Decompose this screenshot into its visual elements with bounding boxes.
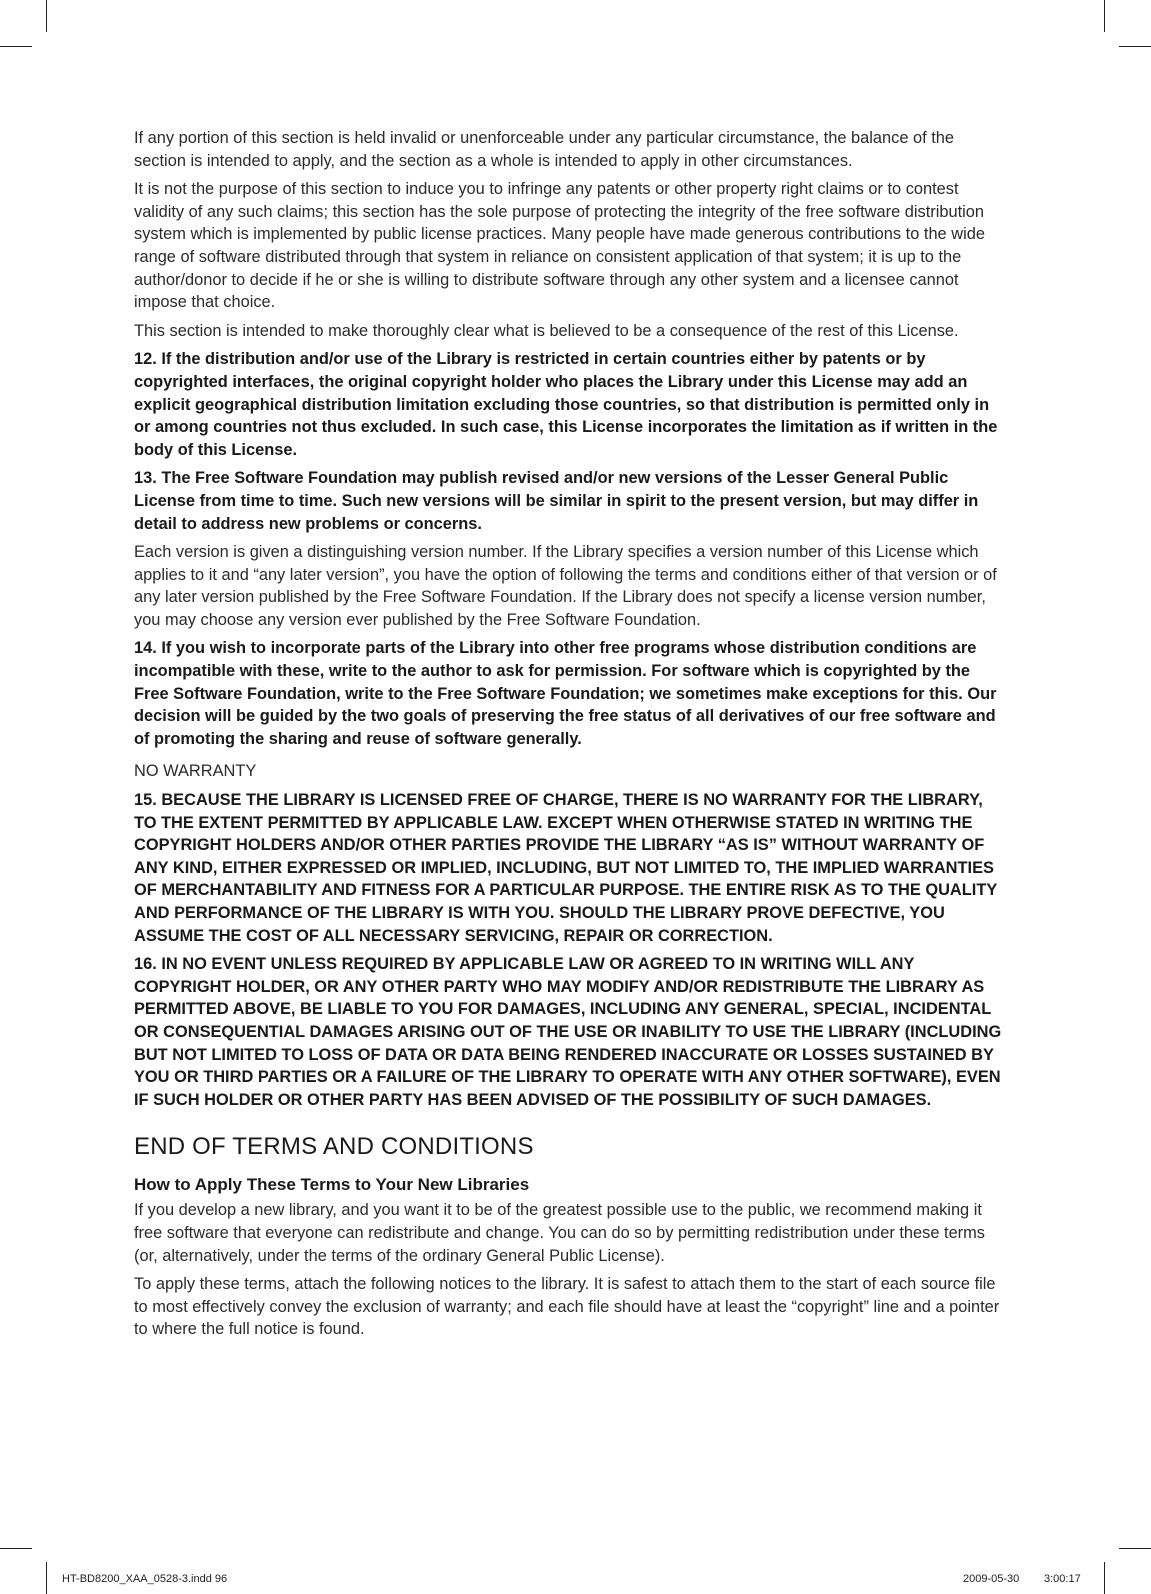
crop-mark bbox=[1104, 0, 1105, 32]
paragraph-severability: If any portion of this section is held invalid or unenforceable under any particular circumstance, the balance of the section is intended to apply, and the section as a whole is intended to apply in other circumstances. bbox=[134, 129, 955, 170]
end-heading: END OF TERMS AND CONDITIONS bbox=[134, 1133, 534, 1161]
crop-mark bbox=[0, 1548, 32, 1549]
crop-mark bbox=[1119, 46, 1151, 47]
footer-filename: HT-BD8200_XAA_0528-3.indd 96 bbox=[62, 1573, 228, 1585]
footer-date: 2009-05-30 bbox=[963, 1573, 1020, 1585]
how-to-heading: How to Apply These Terms to Your New Libraries bbox=[134, 1175, 530, 1195]
clause-16: 16. IN NO EVENT UNLESS REQUIRED BY APPLICABLE LAW OR AGREED TO IN WRITING WILL ANY COPYRIGHT HOLDER, OR ANY OTHER PARTY WHO MAY MODIFY AND/OR REDISTRIBUTE THE LIBRARY AS PERMITTED ABOVE, BE LIABLE TO YOU FOR DAMAGES, INCLUDING ANY GENERAL, SPECIAL, INCIDENTAL OR CONSEQUENTIAL DAMAGES ARISING OUT OF THE USE OR INABILITY TO USE THE LIBRARY (INCLUDING BUT NOT LIMITED TO LOSS OF DATA OR DATA BEING RENDERED INACCURATE OR LOSSES SUSTAINED BY YOU OR THIRD PARTIES OR A FAILURE OF THE LIBRARY TO OPERATE WITH ANY OTHER SOFTWARE), EVEN IF SUCH HOLDER OR OTHER PARTY HAS BEEN ADVISED OF THE POSSIBILITY OF SUCH DAMAGES. bbox=[134, 955, 1002, 1109]
paragraph-version: Each version is given a distinguishing version number. If the Library specifies a version number of this License which applies to it and “any later version”, you have the option of following the terms and conditions either of that version or of any later version published by the Free Software Foundation. If the Library does not specify a license version number, you may choose any version ever published by the Free Software Foundation. bbox=[134, 543, 997, 629]
paragraph-group bbox=[134, 127, 1009, 750]
clause-15: 15. BECAUSE THE LIBRARY IS LICENSED FREE OF CHARGE, THERE IS NO WARRANTY FOR THE LIBRARY, TO THE EXTENT PERMITTED BY APPLICABLE LAW. EXCEPT WHEN OTHERWISE STATED IN WRITING THE COPYRIGHT HOLDERS AND/OR OTHER PARTIES PROVIDE THE LIBRARY “AS IS” WITHOUT WARRANTY OF ANY KIND, EITHER EXPRESSED OR IMPLIED, INCLUDING, BUT NOT LIMITED TO, THE IMPLIED WARRANTIES OF MERCHANTABILITY AND FITNESS FOR A PARTICULAR PURPOSE. THE ENTIRE RISK AS TO THE QUALITY AND PERFORMANCE OF THE LIBRARY IS WITH YOU. SHOULD THE LIBRARY PROVE DEFECTIVE, YOU ASSUME THE COST OF ALL NECESSARY SERVICING, REPAIR OR CORRECTION. bbox=[134, 791, 997, 945]
crop-mark bbox=[46, 0, 47, 32]
clause-13: 13. The Free Software Foundation may publish revised and/or new versions of the Lesser General Public License from time to time. Such new versions will be similar in spirit to the present version, but may differ in detail to address new problems or concerns. bbox=[134, 469, 979, 533]
crop-mark bbox=[1119, 1548, 1151, 1549]
license-body bbox=[134, 127, 1009, 1347]
paragraph-purpose: It is not the purpose of this section to induce you to infringe any patents or other property right claims or to contest validity of any such claims; this section has the sole purpose of protecting the integrity of the free software distribution system which is implemented by public license practices. Many people have made generous contributions to the wide range of software distributed through that system in reliance on consistent application of that system; it is up to the author/donor to decide if he or she is willing to distribute software through any other system and a licensee cannot impose that choice. bbox=[134, 180, 985, 312]
clause-14: 14. If you wish to incorporate parts of the Library into other free programs whose distribution conditions are incompatible with these, write to the author to ask for permission. For software which is copyrighted by the Free Software Foundation, write to the Free Software Foundation; we sometimes make exceptions for this. Our decision will be guided by the two goals of preserving the free status of all derivatives of our free software and of promoting the sharing and reuse of software generally. bbox=[134, 639, 997, 748]
how-to-paragraph: To apply these terms, attach the following notices to the library. It is safest to attach them to the start of each source file to most effectively convey the exclusion of warranty; and each file should have at least the “copyright” line and a pointer to where the full notice is found. bbox=[134, 1275, 1000, 1339]
no-warranty-heading: NO WARRANTY bbox=[134, 762, 257, 781]
how-to-paragraph: If you develop a new library, and you want it to be of the greatest possible use to the public, we recommend making it free software that everyone can redistribute and change. You can do so by permitting redistribution under these terms (or, alternatively, under the terms of the ordinary General Public License). bbox=[134, 1201, 985, 1265]
footer-time: 3:00:17 bbox=[1044, 1573, 1081, 1585]
clause-12: 12. If the distribution and/or use of the Library is restricted in certain countries either by patents or by copyrighted interfaces, the original copyright holder who places the Library under this License may add an explicit geographical distribution limitation excluding those countries, so that distribution is permitted only in or among countries not thus excluded. In such case, this License incorporates the limitation as if written in the body of this License. bbox=[134, 350, 998, 459]
print-footer bbox=[0, 1573, 1151, 1589]
paragraph-consequence: This section is intended to make thoroughly clear what is believed to be a consequence of the rest of this License. bbox=[134, 321, 959, 340]
crop-mark bbox=[0, 46, 32, 47]
